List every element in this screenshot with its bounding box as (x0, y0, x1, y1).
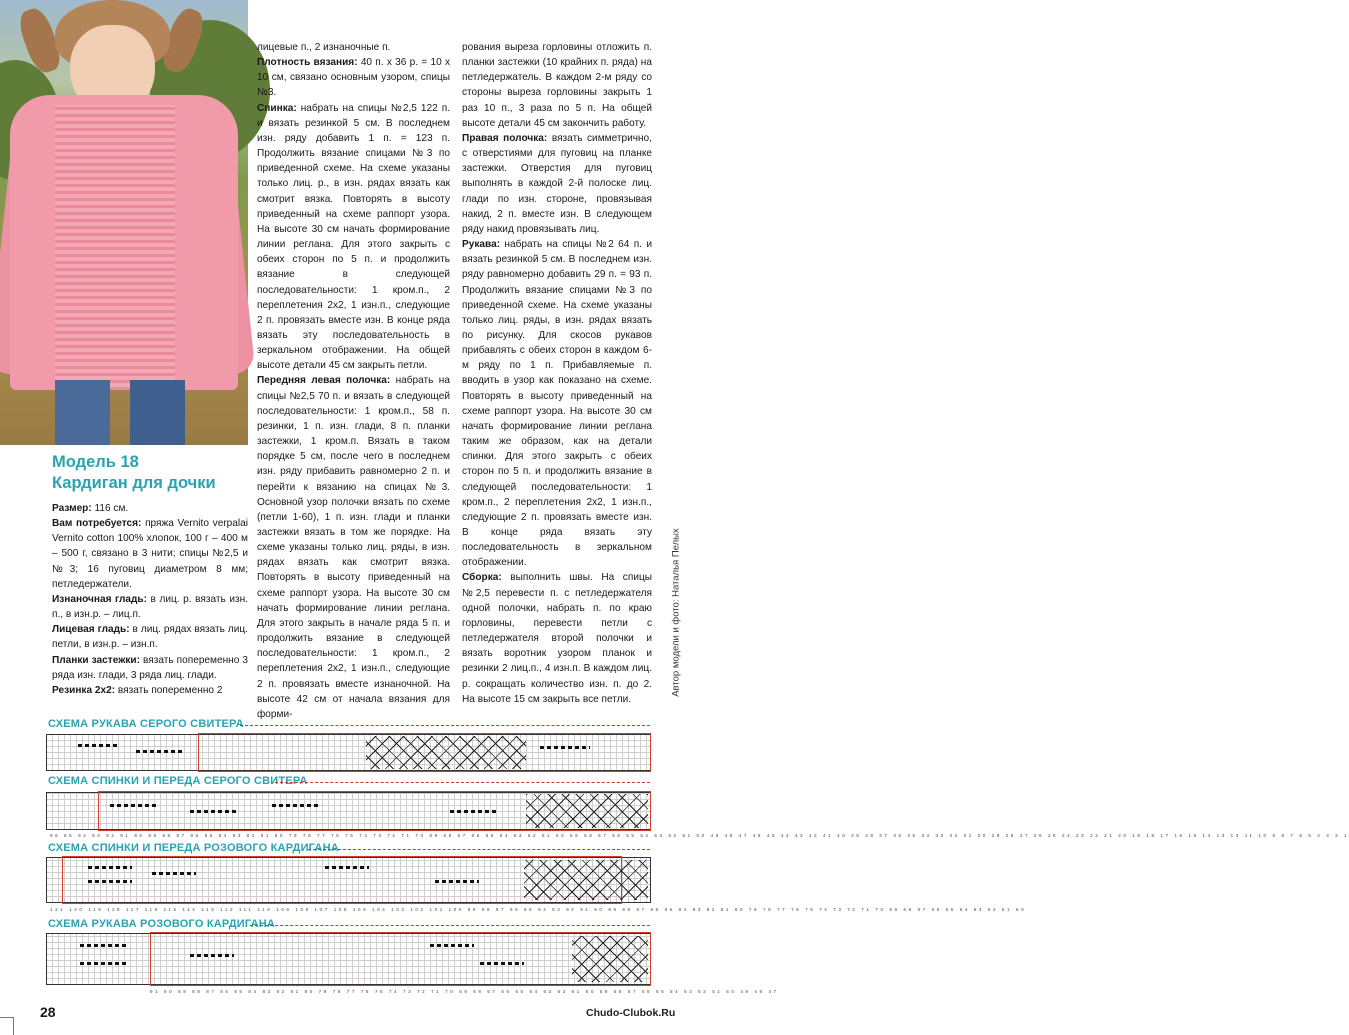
paragraph (257, 101, 450, 374)
site-link[interactable]: Chudo-Clubok.Ru (586, 1007, 676, 1019)
paragraph-label: Вам потребуется: (52, 518, 142, 530)
paragraph (462, 40, 652, 131)
paragraph (462, 570, 652, 706)
paragraph-text: рования выреза горловины отложить п. планки застежки (10 крайних п. ряда) на петледержатель. В каждом 2-м ряду со стороны выреза горловины закрыть 1 раз 10 п., 3 раза по 5 п. На общей высоте детали 45 см закончить работу. (462, 42, 652, 129)
divider (250, 925, 650, 926)
text-column-1 (52, 501, 248, 698)
paragraph-text: пряжа Vernito verpalai Vernito cotton 100% хлопок, 100 г – 400 м – 500 г, связано в 3 нити; спицы №2,5 и №3; 16 пуговиц диаметром 8 мм; петледержатели. (52, 518, 248, 590)
paragraph-text: лицевые п., 2 изнаночные п. (257, 42, 391, 53)
chart-diamonds (572, 936, 648, 982)
model-title: Кардиган для дочки (52, 474, 216, 492)
chart-marks (190, 810, 238, 813)
paragraph (52, 653, 248, 683)
paragraph-text: набрать на спицы №2,5 122 п. и вязать резинкой 5 см. В последнем изн. ряду добавить 1 п. = 123 п. Продолжить вязание спицами №3 по приведенной схеме. На схеме указаны только лиц. р., в изн. рядах вязать как смотрит вязка. Повторять в высоту приведенный на схеме раппорт узора. На высоте 30 см начать формирование линии реглана. Для этого закрыть с обеих сторон по 5 п. и продолжить вязание в следующей последовательности: 1 кром.п., 2 переплетения 2х2, 1 изн.п., следующие 2 п. провязать вместе изн. В конце ряда вязать эту последовательность в зеркальном отображении. На общей высоте детали 45 см закрыть петли. (257, 102, 450, 372)
model-number: Модель 18 (52, 453, 139, 471)
paragraph (52, 592, 248, 622)
crop-mark (0, 1017, 14, 1035)
chart-diamonds (526, 794, 648, 828)
page-number: 28 (40, 1004, 56, 1020)
chart-marks (272, 804, 320, 807)
paragraph (462, 131, 652, 237)
chart-marks (152, 872, 196, 875)
paragraph (462, 237, 652, 570)
paragraph-label: Резинка 2x2: (52, 684, 116, 696)
paragraph-label: Сборка: (462, 572, 502, 584)
chart-marks (88, 880, 132, 883)
text-column-3 (462, 40, 652, 707)
chart-marks (430, 944, 474, 947)
paragraph-text: набрать на спицы №2,5 70 п. и вязать в следующей последовательности: 1 кром.п., 58 п. резинки, 1 п. изн. глади, 8 п. планки застежки, 1 кром.п. Вязать в таком порядке 5 см, после чего в последнем изн. ряду прибавить равномерно 2 п. и перейти к вязанию на спицах №3. Основной узор полочки вязать по схеме (петли 1-60), 1 п. изн. глади и планки застежки вязать в том же порядке. На схеме указаны только лиц. ряды, в изн. рядах вязать как смотрит вязка. Повторять в высоту приведенный на схеме раппорт узора. На высоте 30 см начать формирование линии реглана. Для этого закрыть в начале ряда 5 п. и продолжить вязание в следующей последовательности: 1 кром.п., 2 переплетения 2х2, 1 изн.п., следующие 2 п. провязать вместе изнаночной. На высоте 42 см от начала вязания для форми- (257, 375, 450, 720)
chart-marks (540, 746, 590, 749)
chart-scale: 96 95 94 93 92 91 90 89 88 87 86 85 84 83 82 81 80 79 78 77 76 75 74 73 72 71 70 69 68 67 66 65 64 63 62 61 60 59 58 57 56 55 54 53 52 51 50 49 48 47 46 45 44 43 42 41 40 39 38 37 36 35 34 33 32 31 30 29 28 27 26 25 24 23 22 21 20 19 18 17 16 15 14 13 12 11 10 9 8 7 6 5 4 3 2 1 (50, 833, 1349, 838)
paragraph-label: Изнаночная гладь: (52, 593, 147, 605)
paragraph (52, 683, 248, 698)
paragraph (257, 373, 450, 722)
chart-diamonds (366, 736, 526, 769)
schema-title-pink-back: СХЕМА СПИНКИ И ПЕРЕДА РОЗОВОГО КАРДИГАНА (48, 842, 339, 854)
paragraph-text: 40 п. х 36 р. = 10 х 10 см, связано основным узором, спицы №3. (257, 57, 450, 99)
paragraph-text: выполнить швы. На спицы №2,5 перевести п. с петледержателя одной полочки, набрать п. по краю горловины, перевести петли с петледержателя второй полочки и вязать воротник узором планок и резинки 2 лиц.п., 4 изн.п. В каждом лиц. р. сокращать количество изн. п. до 2. На высоте 15 см закрыть все петли. (462, 572, 652, 705)
chart-diamonds (524, 860, 648, 900)
schema-title-grey-back: СХЕМА СПИНКИ И ПЕРЕДА СЕРОГО СВИТЕРА (48, 775, 308, 787)
author-text: Автор модели и фото: Наталья Пелых (670, 528, 682, 697)
paragraph-label: Передняя левая полочка: (257, 375, 391, 387)
paragraph-label: Планки застежки: (52, 654, 140, 666)
paragraph (52, 622, 248, 652)
chart-marks (450, 810, 498, 813)
paragraph-text: 116 см. (91, 503, 129, 514)
chart-marks (80, 962, 128, 965)
chart-scale: 121 120 119 118 117 116 115 114 113 112 111 110 109 108 107 106 105 104 103 102 101 100 99 98 97 96 95 94 93 92 91 90 89 88 87 86 85 84 83 82 81 80 79 78 77 76 75 74 73 72 71 70 69 68 67 66 65 64 63 62 61 60 (50, 907, 1027, 912)
author-credit (666, 515, 681, 715)
paragraph-text: вязать попеременно 3 ряда изн. глади, 3 ряда лиц. глади. (52, 654, 248, 681)
divider (308, 849, 650, 850)
chart-marks (110, 804, 158, 807)
chart-marks (435, 880, 479, 883)
schema-title-grey-sleeve: СХЕМА РУКАВА СЕРОГО СВИТЕРА (48, 718, 244, 730)
paragraph (52, 501, 248, 516)
model-photo (0, 0, 248, 445)
paragraph-text: в лиц. р. вязать изн. п., в изн.р. – лиц.п. (52, 593, 248, 621)
paragraph-text: набрать на спицы №2 64 п. и вязать резинкой 5 см. В последнем изн. ряду равномерно добавить 29 п. = 93 п. Продолжить вязание спицами №3 по приведенной схеме. На схеме указаны только лиц. ряды, в изн. рядах вязать по рисунку. Для скосов рукавов прибавлять с обеих сторон в каждом 6-м ряду по 1 п. Прибавляемые п. вводить в узор как показано на схеме. Повторять в высоту приведенный на схеме раппорт узора. На высоте 30 см начать формирование линии реглана таким же образом, как на детали спинки. Для этого закрыть с обеих сторон по 5 п. и продолжить вязание в следующей последовательности: 1 кром.п., 2 переплетения 2х2, 1 изн.п., следующие 2 п. провязать вместе изн. В конце ряда вязать эту последовательность в зеркальном отображении. (462, 239, 652, 569)
text-column-2 (257, 40, 450, 722)
chart-marks (88, 866, 132, 869)
model-heading (52, 452, 252, 494)
chart-marks (136, 750, 184, 753)
paragraph-label: Спинка: (257, 102, 297, 114)
divider (240, 725, 650, 726)
paragraph-label: Лицевая гладь: (52, 624, 130, 636)
paragraph-label: Рукава: (462, 239, 501, 251)
paragraph-text: вязать попеременно 2 (115, 684, 223, 696)
divider (275, 782, 650, 783)
paragraph-label: Правая полочка: (462, 132, 548, 144)
paragraph (52, 516, 248, 592)
paragraph-label: Размер: (52, 503, 92, 514)
chart-marks (78, 744, 118, 747)
paragraph-text: вязать симметрично, с отверстиями для пуговиц на планке застежки. Отверстия для пуговиц выполнять в каждой 2-й полоске лиц. глади по изн. стороне, провязывая накид, 2 п. вместе изн. В следующем ряду накид провязывать лиц. (462, 132, 652, 235)
paragraph-label: Плотность вязания: (257, 57, 358, 69)
chart-marks (325, 866, 369, 869)
paragraph (257, 40, 450, 55)
chart-marks (190, 954, 234, 957)
schema-title-pink-sleeve: СХЕМА РУКАВА РОЗОВОГО КАРДИГАНА (48, 918, 276, 930)
paragraph (257, 55, 450, 100)
chart-scale: 91 90 89 88 87 86 85 84 83 82 81 80 79 78 77 76 75 74 73 72 71 70 69 68 67 66 65 64 63 62 61 60 59 58 57 56 55 54 53 52 51 50 49 48 47 (150, 989, 779, 994)
chart-marks (480, 962, 524, 965)
paragraph-text: в лиц. рядах вязать лиц. петли, в изн.р. – изн.п. (52, 624, 248, 651)
chart-marks (80, 944, 128, 947)
